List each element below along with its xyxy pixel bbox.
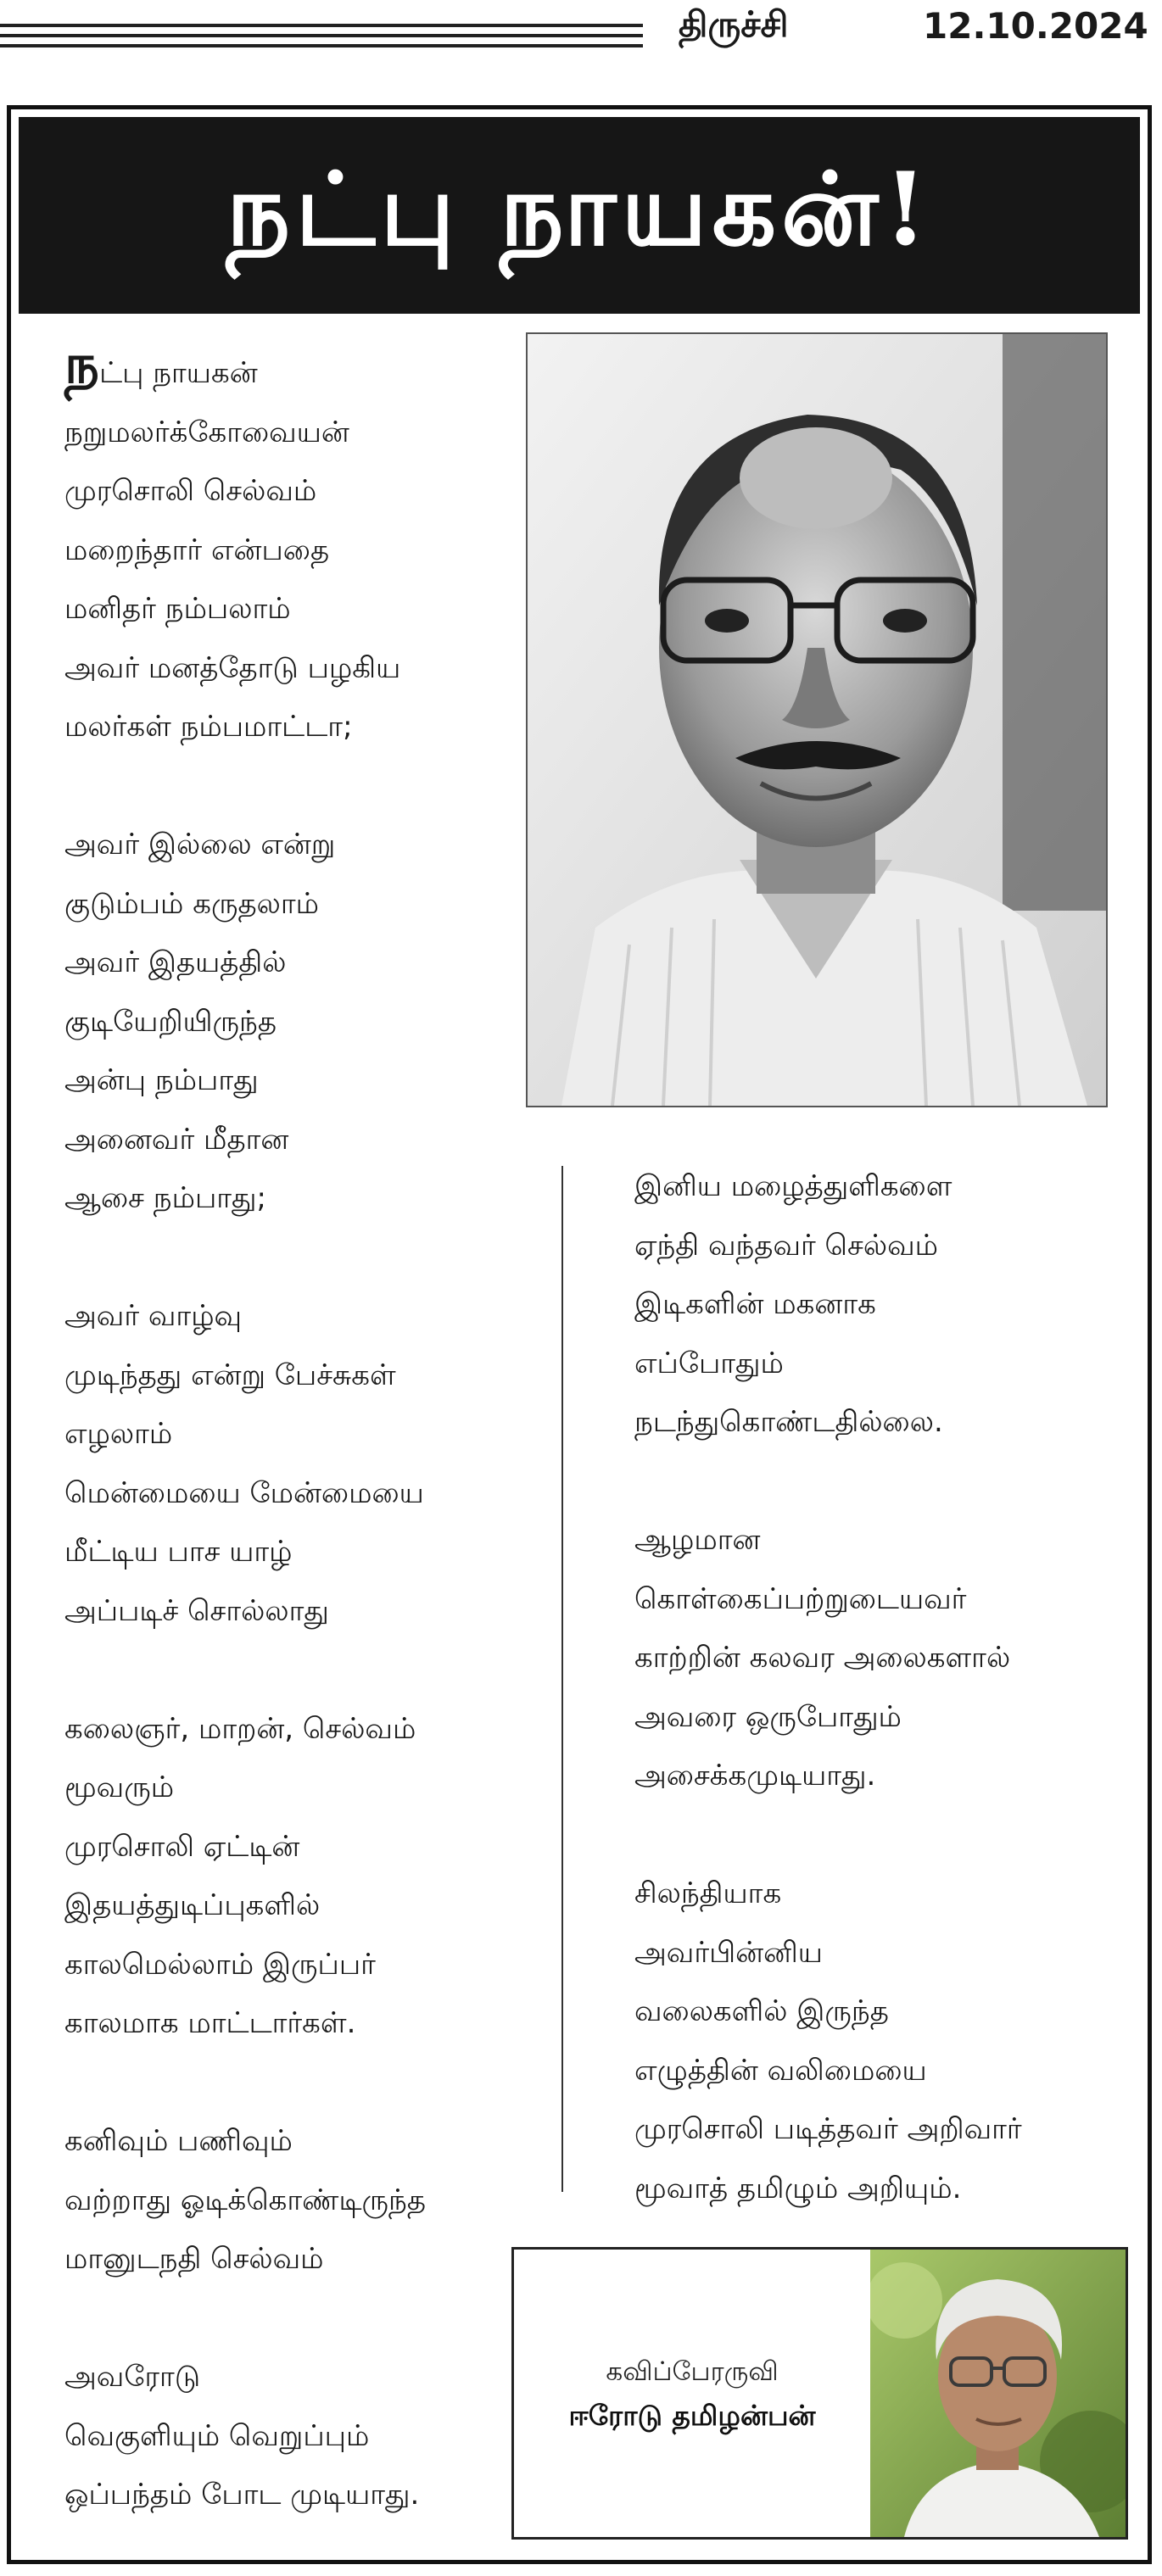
- poem-line: நடந்துகொண்டதில்லை.: [634, 1405, 943, 1439]
- byline-name: ஈரோடு தமிழன்பன்: [568, 2399, 816, 2432]
- drop-cap: ந: [64, 332, 100, 396]
- header-date: 12.10.2024: [923, 5, 1148, 47]
- poem-line: வலைகளில் இருந்த: [634, 1994, 889, 2028]
- poem-line: அவர் இதயத்தில்: [64, 945, 287, 979]
- stanza-gap: [634, 1806, 1022, 1865]
- poem-line: அசைக்கமுடியாது.: [634, 1759, 876, 1793]
- poem-line: ஆழமான: [634, 1523, 761, 1557]
- byline-text: [514, 2356, 870, 2436]
- poem-line: காற்றின் கலவர அலைகளால்: [634, 1641, 1011, 1675]
- poem-line: எழலாம்: [64, 1417, 173, 1451]
- poem-line: எழுத்தின் வலிமையை: [634, 2053, 927, 2088]
- header-rule-1: [0, 24, 643, 27]
- poem-line: சிலந்தியாக: [634, 1876, 782, 1910]
- byline-title: கவிப்பேரருவி: [606, 2356, 779, 2387]
- poem-line: மூவாத் தமிழும் அறியும்.: [634, 2171, 962, 2205]
- poem-line: மறைந்தார் என்பதை: [64, 532, 330, 567]
- poem-line: மலர்கள் நம்பமாட்டா;: [64, 710, 353, 744]
- poem-line: மனிதர் நம்பலாம்: [64, 592, 291, 626]
- stanza-gap: [634, 1452, 1022, 1512]
- poem-line: ஏந்தி வந்தவர் செல்வம்: [634, 1228, 938, 1263]
- poem-line: அவர் மனத்தோடு பழகிய: [64, 650, 401, 685]
- stanza-gap: [64, 2054, 426, 2113]
- portrait-photo: [526, 332, 1108, 1107]
- article-title: நட்பு நாயகன்!: [226, 149, 933, 268]
- poem-line: மூவரும்: [64, 1770, 175, 1804]
- poem-line: அவரோடு: [64, 2360, 201, 2394]
- header-rule-3: [0, 44, 643, 47]
- poem-line: காலமெல்லாம் இருப்பர்: [64, 1947, 376, 1982]
- poem-line: கனிவும் பணிவும்: [64, 2124, 293, 2158]
- stanza-gap: [64, 1229, 426, 1288]
- poem-line: அப்படிச் சொல்லாது: [64, 1593, 329, 1628]
- poem-line: ஆசை நம்பாது;: [64, 1181, 266, 1215]
- poem-left-column: [64, 332, 426, 2525]
- stanza-gap: [64, 1641, 426, 1700]
- poem-line: அவர் வாழ்வு: [64, 1299, 243, 1333]
- poem-line: குடியேறியிருந்த: [64, 1004, 277, 1039]
- stanza-gap: [64, 2289, 426, 2349]
- poem-line: அவரை ஒருபோதும்: [634, 1699, 902, 1734]
- poem-line: எப்போதும்: [634, 1346, 784, 1380]
- poem-line: ஒப்பந்தம் போட முடியாது.: [64, 2478, 420, 2512]
- poem-line: இனிய மழைத்துளிகளை: [634, 1169, 953, 1203]
- poem-right-column: [634, 1157, 1022, 2218]
- poem-line: முடிந்தது என்று பேச்சுகள்: [64, 1358, 396, 1392]
- stanza-gap: [64, 757, 426, 817]
- poem-line: முரசொலி செல்வம்: [64, 474, 317, 508]
- author-photo: [870, 2250, 1126, 2537]
- poem-line: நறுமலர்க்கோவையன்: [64, 415, 349, 449]
- poem-line: இடிகளின் மகனாக: [634, 1287, 876, 1321]
- poem-line: கலைஞர், மாறன், செல்வம்: [64, 1711, 416, 1746]
- title-banner: [19, 117, 1140, 314]
- poem-line: முரசொலி படித்தவர் அறிவார்: [634, 2112, 1022, 2146]
- poem-line: வற்றாது ஓடிக்கொண்டிருந்த: [64, 2183, 426, 2217]
- poem-line: அவர் இல்லை என்று: [64, 828, 336, 861]
- poem-line: அனைவர் மீதான: [64, 1122, 289, 1157]
- portrait-illustration: [528, 334, 1106, 1106]
- poem-line: கொள்கைப்பற்றுடையவர்: [634, 1581, 967, 1616]
- column-divider: [561, 1166, 563, 2192]
- poem-line: மீட்டிய பாச யாழ்: [64, 1535, 293, 1569]
- header-rule-2: [0, 34, 643, 37]
- poem-first-line-rest: ட்பு நாயகன்: [99, 356, 258, 390]
- poem-line: அன்பு நம்பாது: [64, 1063, 259, 1097]
- byline-box: [511, 2247, 1128, 2540]
- poem-line: குடும்பம் கருதலாம்: [64, 886, 319, 921]
- header-city: திருச்சி: [679, 3, 789, 45]
- poem-line: அவர்பின்னிய: [634, 1935, 823, 1970]
- poem-first-line: [64, 332, 426, 404]
- poem-line: காலமாக மாட்டார்கள்.: [64, 2006, 356, 2040]
- poem-line: இதயத்துடிப்புகளில்: [64, 1888, 321, 1922]
- poem-line: மானுடநதி செல்வம்: [64, 2242, 324, 2276]
- author-illustration: [870, 2250, 1126, 2537]
- poem-line: வெகுளியும் வெறுப்பும்: [64, 2418, 370, 2453]
- poem-line: முரசொலி ஏட்டின்: [64, 1829, 300, 1864]
- poem-line: மென்மையை மேன்மையை: [64, 1475, 424, 1510]
